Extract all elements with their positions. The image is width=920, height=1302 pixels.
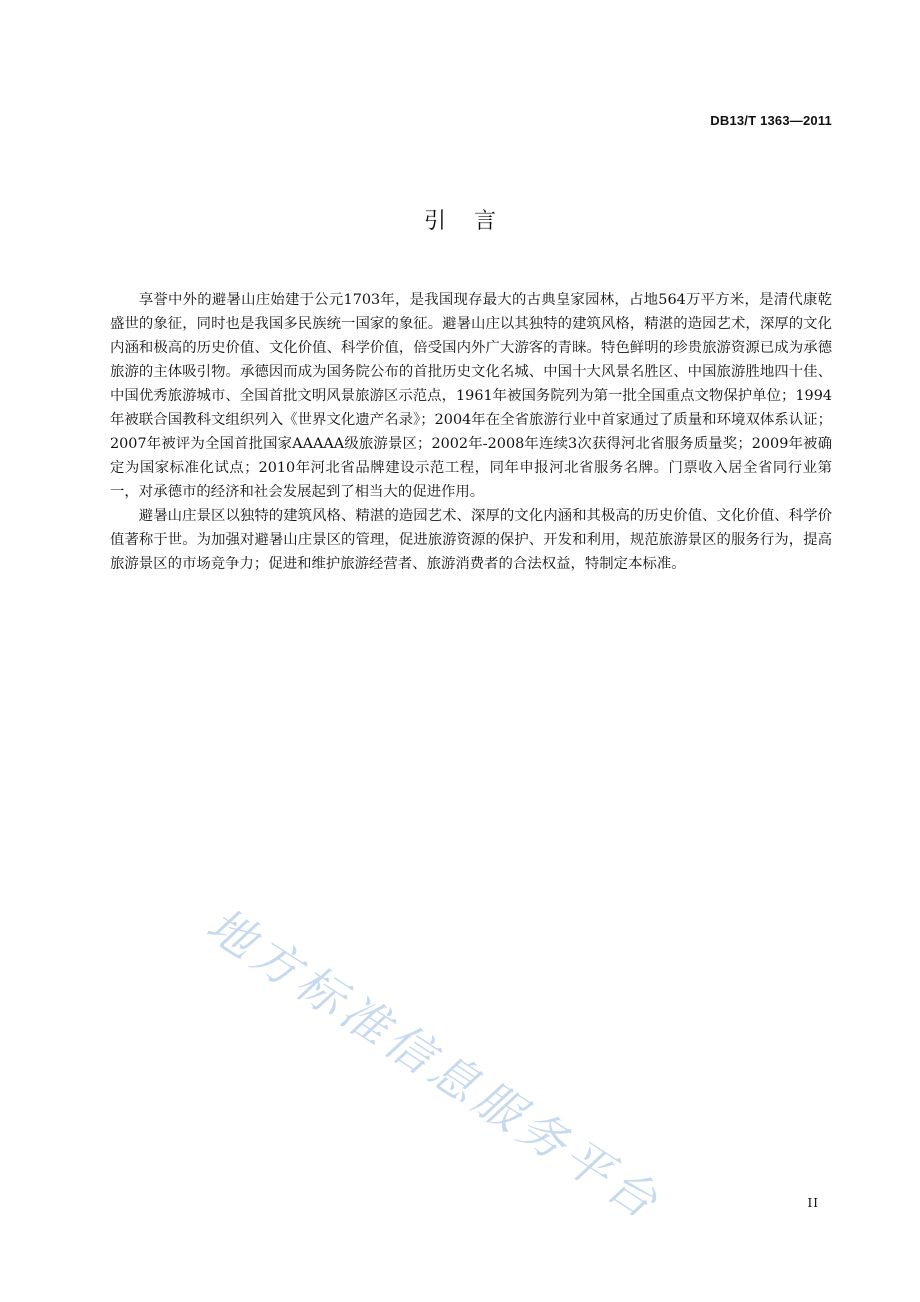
paragraph-2: 避暑山庄景区以独特的建筑风格、精湛的造园艺术、深厚的文化内涵和其极高的历史价值、文化价值、科学价值著称于世。为加强对避暑山庄景区的管理，促进旅游资源的保护、开发和利用，规范旅游景区的服务行为，提高旅游景区的市场竞争力；促进和维护旅游经营者、旅游消费者的合法权益，特制定本标准。 [110, 508, 832, 572]
paragraph-1: 享誉中外的避暑山庄始建于公元1703年，是我国现存最大的古典皇家园林，占地564万平方米，是清代康乾盛世的象征，同时也是我国多民族统一国家的象征。避暑山庄以其独特的建筑风格，精湛的造园艺术，深厚的文化内涵和极高的历史价值、文化价值、科学价值，倍受国内外广大游客的青睐。特色鲜明的珍贵旅游资源已成为承德旅游的主体吸引物。承德因而成为国务院公布的首批历史文化名城、中国十大风景名胜区、中国旅游胜地四十佳、中国优秀旅游城市、全国首批文明风景旅游区示范点，1961年被国务院列为第一批全国重点文物保护单位；1994年被联合国教科文组织列入《世界文化遗产名录》；2004年在全省旅游行业中首家通过了质量和环境双体系认证；2007年被评为全国首批国家AAAAA级旅游景区；2002年-2008年连续3次获得河北省服务质量奖；2009年被确定为国家标准化试点；2010年河北省品牌建设示范工程，同年申报河北省服务名牌。门票收入居全省同行业第一，对承德市的经济和社会发展起到了相当大的促进作用。 [110, 292, 832, 500]
body-text [110, 288, 832, 576]
standard-code: DB13/T 1363—2011 [710, 113, 832, 128]
watermark: 地方标准信息服务平台 [196, 897, 672, 1233]
page-number: II [807, 1196, 819, 1210]
page-title: 引言 [423, 209, 524, 234]
